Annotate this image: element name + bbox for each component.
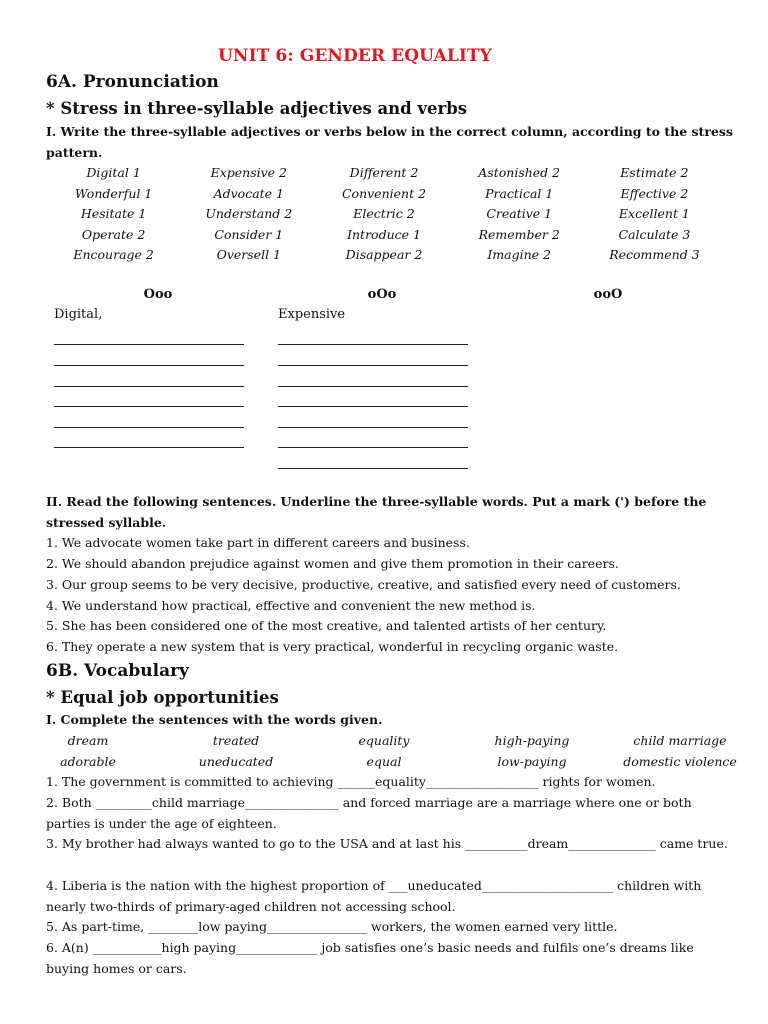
word-item: Astonished 2	[478, 165, 561, 180]
word-bank-item: child marriage	[633, 733, 727, 748]
word-item: Consider 1	[214, 226, 284, 242]
word-item: Practical 1	[485, 185, 554, 201]
word-bank-item: dream	[67, 733, 109, 748]
word-grid	[46, 163, 722, 266]
word-item: Understand 2	[205, 206, 293, 221]
answer-line[interactable]	[54, 447, 244, 448]
word-bank-item: adorable	[60, 753, 116, 769]
sentence-item: 2. We should abandon prejudice against women and give them promotion in their careers.	[46, 556, 619, 571]
section-b-heading: 6B. Vocabulary	[46, 661, 189, 681]
exercise-b1-instruction: I. Complete the sentences with the words given.	[46, 712, 383, 727]
answer-line[interactable]	[54, 344, 244, 345]
answer-line[interactable]	[278, 468, 468, 469]
word-bank-item: low-paying	[497, 753, 567, 769]
column-2-start-word: Expensive	[278, 307, 346, 322]
section-a-subheading: * Stress in three-syllable adjectives and verbs	[46, 99, 468, 118]
word-row	[46, 204, 722, 225]
word-bank-item: domestic violence	[623, 753, 737, 769]
word-bank-item: uneducated	[198, 753, 274, 769]
word-row	[46, 163, 722, 184]
answer-line[interactable]	[278, 386, 468, 387]
word-bank-item: high-paying	[494, 733, 570, 748]
word-item: Convenient 2	[341, 185, 427, 201]
column-pattern-ooo-third: ooO	[593, 287, 623, 302]
section-a-heading: 6A. Pronunciation	[46, 72, 219, 92]
answer-line[interactable]	[278, 406, 468, 407]
word-item: Calculate 3	[618, 226, 691, 242]
sentence-item: 5. She has been considered one of the most creative, and talented artists of her century.	[46, 618, 607, 633]
fill-sentence: 2. Both _________child marriage_______________ and forced marriage are a marriage where one or both parties is under the age of eighteen.	[46, 795, 692, 831]
word-item: Wonderful 1	[74, 185, 153, 201]
word-item: Encourage 2	[73, 247, 154, 262]
word-item: Estimate 2	[620, 165, 689, 180]
section-b-subheading: * Equal job opportunities	[46, 688, 279, 707]
fill-sentence: 1. The government is committed to achieving ______equality__________________ rights for women.	[46, 774, 656, 789]
word-row	[46, 225, 722, 246]
word-item: Remember 2	[478, 226, 560, 242]
column-pattern-ooo-first: Ooo	[143, 287, 173, 302]
word-item: Different 2	[349, 165, 419, 180]
word-item: Electric 2	[353, 206, 415, 221]
word-item: Digital 1	[86, 165, 141, 180]
fill-sentence: 6. A(n) ___________high paying_____________ job satisfies one’s basic needs and fulfils one’s dreams like buying homes or cars.	[46, 940, 694, 976]
exercise-a2-instruction: II. Read the following sentences. Underline the three-syllable words. Put a mark (') before the stressed syllable.	[46, 494, 707, 530]
sentence-item: 6. They operate a new system that is very practical, wonderful in recycling organic waste.	[46, 639, 619, 654]
word-bank-item: equal	[366, 753, 402, 769]
word-item: Imagine 2	[487, 247, 552, 262]
fill-sentence: 3. My brother had always wanted to go to the USA and at last his __________dream______________ came true.	[46, 836, 728, 851]
word-item: Operate 2	[81, 226, 146, 242]
answer-line[interactable]	[278, 427, 468, 428]
word-item: Oversell 1	[216, 247, 282, 262]
fill-sentence: 4. Liberia is the nation with the highest proportion of ___uneducated_____________________ children with nearly two-thirds of primary-aged children not accessing school.	[46, 878, 702, 914]
sentence-item: 3. Our group seems to be very decisive, productive, creative, and satisfied every need of customers.	[46, 577, 681, 592]
answer-line[interactable]	[54, 406, 244, 407]
word-item: Advocate 1	[213, 185, 285, 201]
word-item: Excellent 1	[618, 206, 690, 221]
word-bank-row	[14, 752, 754, 773]
word-item: Expensive 2	[210, 165, 288, 180]
word-item: Introduce 1	[347, 226, 421, 242]
answer-line[interactable]	[54, 365, 244, 366]
word-row	[46, 184, 722, 205]
word-bank-item: equality	[358, 733, 410, 748]
word-item: Effective 2	[620, 185, 689, 201]
word-item: Creative 1	[486, 206, 553, 221]
column-pattern-ooo-second: oOo	[367, 287, 397, 302]
answer-line[interactable]	[54, 427, 244, 428]
answer-line[interactable]	[278, 344, 468, 345]
word-item: Hesitate 1	[80, 206, 147, 221]
answer-line[interactable]	[278, 365, 468, 366]
exercise-a1-instruction: I. Write the three-syllable adjectives or verbs below in the correct column, according to the stress pattern.	[46, 124, 733, 160]
sentence-item: 4. We understand how practical, effective and convenient the new method is.	[46, 598, 536, 613]
word-item: Disappear 2	[345, 247, 423, 262]
sentence-item: 1. We advocate women take part in different careers and business.	[46, 535, 470, 550]
word-bank-row	[14, 731, 754, 752]
word-bank-item: treated	[212, 733, 260, 748]
column-1-start-word: Digital,	[54, 307, 103, 322]
answer-line[interactable]	[54, 386, 244, 387]
answer-line[interactable]	[278, 447, 468, 448]
unit-title: UNIT 6: GENDER EQUALITY	[218, 46, 492, 66]
word-row	[46, 245, 722, 266]
word-bank	[14, 731, 754, 772]
word-item: Recommend 3	[609, 247, 700, 262]
fill-sentence: 5. As part-time, ________low paying________________ workers, the women earned very little.	[46, 919, 618, 934]
